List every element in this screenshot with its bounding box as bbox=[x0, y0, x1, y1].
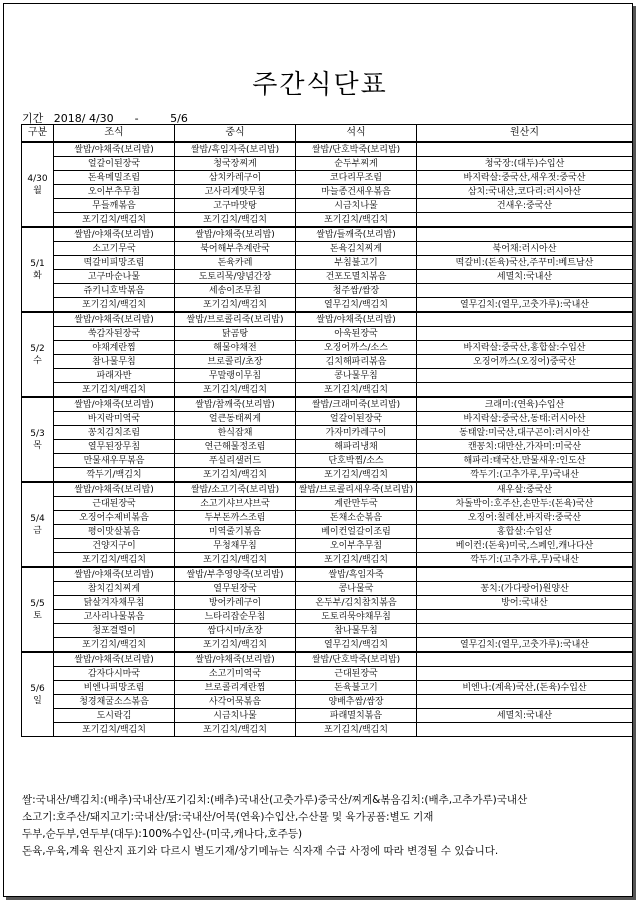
day-date: 5/1 bbox=[30, 258, 45, 269]
lunch-cell: 도토리묵/양념간장 bbox=[175, 270, 296, 284]
breakfast-cell: 얼갈이된장국 bbox=[54, 157, 175, 171]
origin-cell bbox=[417, 624, 633, 638]
lunch-cell: 쌀밥/야채죽(보리밥) bbox=[175, 652, 296, 667]
dinner-cell: 돈육불고기 bbox=[296, 681, 417, 695]
menu-row bbox=[22, 284, 633, 298]
menu-row bbox=[22, 397, 633, 412]
dinner-cell: 오이부추무침 bbox=[296, 539, 417, 553]
lunch-cell: 포기김치/백김치 bbox=[175, 468, 296, 483]
lunch-cell: 포기김치/백김치 bbox=[175, 213, 296, 228]
lunch-cell: 소고기미역국 bbox=[175, 667, 296, 681]
menu-row bbox=[22, 468, 633, 483]
dinner-cell: 온두부/김치참치볶음 bbox=[296, 596, 417, 610]
day-cell bbox=[22, 227, 54, 312]
day-date: 4/30 bbox=[27, 173, 48, 184]
dinner-cell: 얼갈이된장국 bbox=[296, 412, 417, 426]
menu-row bbox=[22, 213, 633, 228]
lunch-cell: 사각어묵볶음 bbox=[175, 695, 296, 709]
menu-row bbox=[22, 652, 633, 667]
dinner-cell: 쌀밥/들깨죽(보리밥) bbox=[296, 227, 417, 242]
breakfast-cell: 오징어수제비볶음 bbox=[54, 511, 175, 525]
footer-line: 돈육,우육,계육 원산지 표기와 다르시 별도기재/상기메뉴는 식자재 수급 사정에 따라 변경될 수 있습니다. bbox=[22, 845, 499, 857]
lunch-cell: 무말랭이무침 bbox=[175, 369, 296, 383]
origin-cell: 홍합살:수입산 bbox=[417, 525, 633, 539]
dinner-cell: 쌀밥/브로콜리새우죽(보리밥) bbox=[296, 482, 417, 497]
breakfast-cell: 포기김치/백김치 bbox=[54, 723, 175, 737]
lunch-cell: 해물야채전 bbox=[175, 341, 296, 355]
lunch-cell: 무청채무침 bbox=[175, 539, 296, 553]
dinner-cell: 계란만두국 bbox=[296, 497, 417, 511]
origin-cell bbox=[417, 284, 633, 298]
dinner-cell: 열무김치/백김치 bbox=[296, 298, 417, 313]
day-date: 5/3 bbox=[30, 428, 45, 439]
lunch-cell: 포기김치/백김치 bbox=[175, 723, 296, 737]
dinner-cell: 쌀밥/크래미죽(보리밥) bbox=[296, 397, 417, 412]
page-title: 주간식단표 bbox=[252, 70, 388, 100]
day-cell bbox=[22, 397, 54, 482]
day-weekday: 수 bbox=[33, 355, 42, 366]
column-header-origin: 원산지 bbox=[417, 125, 633, 143]
day-weekday: 목 bbox=[33, 440, 42, 451]
menu-row bbox=[22, 341, 633, 355]
origin-cell: 오징어:칠레산,바지락:중국산 bbox=[417, 511, 633, 525]
menu-row bbox=[22, 426, 633, 440]
dinner-cell: 포기김치/백김치 bbox=[296, 383, 417, 398]
dinner-cell: 쌀밥/흑임자죽 bbox=[296, 567, 417, 582]
day-cell bbox=[22, 312, 54, 397]
breakfast-cell: 쥬키니호박볶음 bbox=[54, 284, 175, 298]
day-cell bbox=[22, 652, 54, 737]
breakfast-cell: 포기김치/백김치 bbox=[54, 298, 175, 313]
breakfast-cell: 쌀밥/야채죽(보리밥) bbox=[54, 312, 175, 327]
breakfast-cell: 소고기무국 bbox=[54, 242, 175, 256]
menu-row bbox=[22, 185, 633, 199]
menu-row bbox=[22, 596, 633, 610]
menu-row bbox=[22, 723, 633, 737]
lunch-cell: 브로콜리/초장 bbox=[175, 355, 296, 369]
column-header-breakfast: 조식 bbox=[54, 125, 175, 143]
day-weekday: 화 bbox=[33, 270, 42, 281]
dinner-cell: 포기김치/백김치 bbox=[296, 468, 417, 483]
dinner-cell: 해파리냉채 bbox=[296, 440, 417, 454]
breakfast-cell: 건양지구이 bbox=[54, 539, 175, 553]
dinner-cell: 돈채소순볶음 bbox=[296, 511, 417, 525]
menu-row bbox=[22, 624, 633, 638]
breakfast-cell: 비엔나피망조림 bbox=[54, 681, 175, 695]
lunch-cell: 얼큰동태찌게 bbox=[175, 412, 296, 426]
breakfast-cell: 쌀밥/야채죽(보리밥) bbox=[54, 482, 175, 497]
dinner-cell: 포기김치/백김치 bbox=[296, 553, 417, 568]
day-weekday: 월 bbox=[33, 185, 42, 196]
menu-row bbox=[22, 412, 633, 426]
origin-cell: 바지락살:중국산,동태:러시아산 bbox=[417, 412, 633, 426]
menu-row bbox=[22, 270, 633, 284]
dinner-cell: 마늘종건새우볶음 bbox=[296, 185, 417, 199]
breakfast-cell: 쌀밥/야채죽(보리밥) bbox=[54, 397, 175, 412]
origin-cell bbox=[417, 652, 633, 667]
day-cell bbox=[22, 142, 54, 227]
menu-row bbox=[22, 440, 633, 454]
origin-cell: 북어채:러시아산 bbox=[417, 242, 633, 256]
menu-row bbox=[22, 383, 633, 398]
menu-row bbox=[22, 709, 633, 723]
lunch-cell: 돈육카레 bbox=[175, 256, 296, 270]
origin-cell: 열무김치:(열무,고춧가루):국내산 bbox=[417, 298, 633, 313]
origin-cell: 오징어까스(오징어)중국산 bbox=[417, 355, 633, 369]
dinner-cell: 오징어까스/소스 bbox=[296, 341, 417, 355]
dinner-cell: 건포도멸치볶음 bbox=[296, 270, 417, 284]
lunch-cell: 쌀밥/소고기죽(보리밥) bbox=[175, 482, 296, 497]
lunch-cell: 푸실리샐러드 bbox=[175, 454, 296, 468]
lunch-cell: 포기김치/백김치 bbox=[175, 638, 296, 653]
lunch-cell: 쌀밥/참깨죽(보리밥) bbox=[175, 397, 296, 412]
menu-row bbox=[22, 327, 633, 341]
day-weekday: 일 bbox=[33, 695, 42, 706]
lunch-cell: 포기김치/백김치 bbox=[175, 298, 296, 313]
breakfast-cell: 파래자반 bbox=[54, 369, 175, 383]
lunch-cell: 쌈다시마/초장 bbox=[175, 624, 296, 638]
day-date: 5/5 bbox=[30, 598, 45, 609]
dinner-cell: 시금치나물 bbox=[296, 199, 417, 213]
menu-row bbox=[22, 582, 633, 596]
lunch-cell: 삼치카레구이 bbox=[175, 171, 296, 185]
origin-cell: 차돌박이:호주산,손만두:(돈육)국산 bbox=[417, 497, 633, 511]
origin-cell bbox=[417, 567, 633, 582]
origin-cell: 꽁치:(가다랑어)원양산 bbox=[417, 582, 633, 596]
lunch-cell: 쌀밥/브로콜리죽(보리밥) bbox=[175, 312, 296, 327]
origin-cell bbox=[417, 610, 633, 624]
period-dash: - bbox=[134, 112, 139, 125]
day-date: 5/2 bbox=[30, 343, 45, 354]
lunch-cell: 포기김치/백김치 bbox=[175, 553, 296, 568]
dinner-cell: 열무김치/백김치 bbox=[296, 638, 417, 653]
breakfast-cell: 포기김치/백김치 bbox=[54, 383, 175, 398]
menu-row bbox=[22, 355, 633, 369]
dinner-cell: 콩나물무침 bbox=[296, 369, 417, 383]
breakfast-cell: 쌀밥/야채죽(보리밥) bbox=[54, 652, 175, 667]
breakfast-cell: 무들깨볶음 bbox=[54, 199, 175, 213]
origin-cell: 청국장:(대두)수입산 bbox=[417, 157, 633, 171]
breakfast-cell: 바지락미역국 bbox=[54, 412, 175, 426]
lunch-cell: 미역줄기볶음 bbox=[175, 525, 296, 539]
breakfast-cell: 꽁치김치조림 bbox=[54, 426, 175, 440]
origin-cell: 바지락살:중국산,홍합살:수입산 bbox=[417, 341, 633, 355]
origin-cell: 열무김치:(열무,고춧가루):국내산 bbox=[417, 638, 633, 653]
origin-cell: 깍두기:(고추가루,무)국내산 bbox=[417, 468, 633, 483]
breakfast-cell: 오이부추무침 bbox=[54, 185, 175, 199]
dinner-cell: 쌀밥/단호박죽(보리밥) bbox=[296, 142, 417, 157]
breakfast-cell: 쌀밥/야채죽(보리밥) bbox=[54, 142, 175, 157]
dinner-cell: 부침불고기 bbox=[296, 256, 417, 270]
lunch-cell: 쌀밥/흑임자죽(보리밥) bbox=[175, 142, 296, 157]
lunch-cell: 느타리잡순무침 bbox=[175, 610, 296, 624]
dinner-cell: 아욱된장국 bbox=[296, 327, 417, 341]
dinner-cell: 포기김치/백김치 bbox=[296, 723, 417, 737]
day-weekday: 토 bbox=[33, 610, 42, 621]
lunch-cell: 북어해부추계란국 bbox=[175, 242, 296, 256]
lunch-cell: 세송이조무침 bbox=[175, 284, 296, 298]
dinner-cell: 쌀밥/단호박죽(보리밥) bbox=[296, 652, 417, 667]
breakfast-cell: 쌀밥/야채죽(보리밥) bbox=[54, 567, 175, 582]
lunch-cell: 고사리게맛무침 bbox=[175, 185, 296, 199]
menu-row bbox=[22, 369, 633, 383]
menu-row bbox=[22, 482, 633, 497]
dinner-cell: 김치해파리볶음 bbox=[296, 355, 417, 369]
breakfast-cell: 만물새우무볶음 bbox=[54, 454, 175, 468]
menu-row bbox=[22, 567, 633, 582]
dinner-cell: 도토리묵야채무침 bbox=[296, 610, 417, 624]
dinner-cell: 참나물무침 bbox=[296, 624, 417, 638]
lunch-cell: 청국장찌게 bbox=[175, 157, 296, 171]
lunch-cell: 닭곰탕 bbox=[175, 327, 296, 341]
breakfast-cell: 근대된장국 bbox=[54, 497, 175, 511]
dinner-cell: 코다리무조림 bbox=[296, 171, 417, 185]
lunch-cell: 소고기샤브샤브국 bbox=[175, 497, 296, 511]
breakfast-cell: 쌀밥/야채죽(보리밥) bbox=[54, 227, 175, 242]
lunch-cell: 두부돈까스조림 bbox=[175, 511, 296, 525]
column-header-division: 구분 bbox=[22, 125, 54, 143]
menu-row bbox=[22, 539, 633, 553]
origin-cell: 건새우:중국산 bbox=[417, 199, 633, 213]
period-end: 5/6 bbox=[170, 112, 188, 125]
origin-cell bbox=[417, 312, 633, 327]
origin-cell bbox=[417, 213, 633, 228]
menu-row bbox=[22, 638, 633, 653]
lunch-cell: 시금치나물 bbox=[175, 709, 296, 723]
dinner-cell: 베이컨얼갈이조림 bbox=[296, 525, 417, 539]
footer-line: 소고기:호주산/돼지고기:국내산/닭:국내산/어묵(연육)수입산,수산물 및 육가공품:별도 기재 bbox=[22, 811, 434, 823]
dinner-cell: 가자미카레구이 bbox=[296, 426, 417, 440]
dinner-cell: 청주쌈/쌈장 bbox=[296, 284, 417, 298]
column-header-lunch: 중식 bbox=[175, 125, 296, 143]
breakfast-cell: 평이맛살볶음 bbox=[54, 525, 175, 539]
dinner-cell: 단호박찜/소스 bbox=[296, 454, 417, 468]
breakfast-cell: 야채계란찜 bbox=[54, 341, 175, 355]
dinner-cell: 포기김치/백김치 bbox=[296, 213, 417, 228]
lunch-cell: 포기김치/백김치 bbox=[175, 383, 296, 398]
breakfast-cell: 도시락김 bbox=[54, 709, 175, 723]
origin-cell: 해파리:태국산,만물새우:인도산 bbox=[417, 454, 633, 468]
weekly-menu-table bbox=[21, 124, 633, 737]
origin-cell: 베이컨:(돈육)미국,스페인,캐나다산 bbox=[417, 539, 633, 553]
origin-cell: 세멸치:국내산 bbox=[417, 709, 633, 723]
breakfast-cell: 포기김치/백김치 bbox=[54, 553, 175, 568]
footer-line: 쌀:국내산/백김치:(배추)국내산/포기김치:(배추)국내산(고춧가루)중국산/찌게&볶음김치:(배추,고추가루)국내산 bbox=[22, 794, 528, 806]
breakfast-cell: 감자다시마국 bbox=[54, 667, 175, 681]
breakfast-cell: 고구마순나물 bbox=[54, 270, 175, 284]
origin-cell: 동태알:미국산,대구곤이:러시아산 bbox=[417, 426, 633, 440]
origin-cell: 크래미:(연육)수입산 bbox=[417, 397, 633, 412]
dinner-cell: 파래멸치볶음 bbox=[296, 709, 417, 723]
menu-row bbox=[22, 610, 633, 624]
dinner-cell: 근대된장국 bbox=[296, 667, 417, 681]
menu-row bbox=[22, 695, 633, 709]
day-cell bbox=[22, 482, 54, 567]
day-weekday: 금 bbox=[33, 525, 42, 536]
breakfast-cell: 돈육메밀조림 bbox=[54, 171, 175, 185]
menu-row bbox=[22, 157, 633, 171]
menu-row bbox=[22, 667, 633, 681]
menu-row bbox=[22, 171, 633, 185]
menu-row bbox=[22, 511, 633, 525]
breakfast-cell: 닭살겨자채무침 bbox=[54, 596, 175, 610]
lunch-cell: 쌀밥/야채죽(보리밥) bbox=[175, 227, 296, 242]
origin-cell bbox=[417, 723, 633, 737]
day-date: 5/4 bbox=[30, 513, 45, 524]
origin-cell: 깍두기:(고추가루,무)국내산 bbox=[417, 553, 633, 568]
lunch-cell: 쌀밥/부추영양죽(보리밥) bbox=[175, 567, 296, 582]
origin-cell: 떡갈비:(돈육)국산,주꾸미:베트남산 bbox=[417, 256, 633, 270]
menu-row bbox=[22, 242, 633, 256]
breakfast-cell: 깍두기/백김치 bbox=[54, 468, 175, 483]
footer-line: 두부,순두부,연두부(대두):100%수입산-(미국,캐나다,호주등) bbox=[22, 828, 303, 840]
menu-row bbox=[22, 227, 633, 242]
period-start: 2018/ 4/30 bbox=[53, 112, 114, 125]
origin-cell bbox=[417, 667, 633, 681]
origin-cell: 바지락살:중국산,새우젓:중국산 bbox=[417, 171, 633, 185]
origin-cell bbox=[417, 369, 633, 383]
menu-row bbox=[22, 199, 633, 213]
breakfast-cell: 포기김치/백김치 bbox=[54, 213, 175, 228]
dinner-cell: 돈육김치찌게 bbox=[296, 242, 417, 256]
breakfast-cell: 열무된장무침 bbox=[54, 440, 175, 454]
origin-cell bbox=[417, 695, 633, 709]
day-cell bbox=[22, 567, 54, 652]
dinner-cell: 양배추쌈/쌈장 bbox=[296, 695, 417, 709]
lunch-cell: 한식잡채 bbox=[175, 426, 296, 440]
menu-row bbox=[22, 525, 633, 539]
menu-row bbox=[22, 497, 633, 511]
menu-row bbox=[22, 312, 633, 327]
lunch-cell: 연근해물정조림 bbox=[175, 440, 296, 454]
footer-notes bbox=[22, 792, 527, 860]
breakfast-cell: 참나물무침 bbox=[54, 355, 175, 369]
day-date: 5/6 bbox=[30, 683, 45, 694]
dinner-cell: 쌀밥/야채죽(보리밥) bbox=[296, 312, 417, 327]
lunch-cell: 고구마맛탕 bbox=[175, 199, 296, 213]
header-row bbox=[22, 125, 633, 143]
dinner-cell: 순두부찌게 bbox=[296, 157, 417, 171]
breakfast-cell: 떡갈비피망조림 bbox=[54, 256, 175, 270]
breakfast-cell: 청포결렬이 bbox=[54, 624, 175, 638]
breakfast-cell: 고사리나물볶음 bbox=[54, 610, 175, 624]
origin-cell: 비엔나:(계육)국산,(돈육)수입산 bbox=[417, 681, 633, 695]
menu-row bbox=[22, 256, 633, 270]
lunch-cell: 방어카레구이 bbox=[175, 596, 296, 610]
menu-row bbox=[22, 298, 633, 313]
column-header-dinner: 석식 bbox=[296, 125, 417, 143]
origin-cell bbox=[417, 327, 633, 341]
period-label: 기간 bbox=[22, 112, 44, 125]
origin-cell bbox=[417, 383, 633, 398]
breakfast-cell: 포기김치/백김치 bbox=[54, 638, 175, 653]
origin-cell: 방어:국내산 bbox=[417, 596, 633, 610]
breakfast-cell: 청경채굴소스볶음 bbox=[54, 695, 175, 709]
origin-cell bbox=[417, 142, 633, 157]
menu-row bbox=[22, 681, 633, 695]
menu-row bbox=[22, 553, 633, 568]
lunch-cell: 열무된장국 bbox=[175, 582, 296, 596]
lunch-cell: 브로콜리계란찜 bbox=[175, 681, 296, 695]
menu-row bbox=[22, 454, 633, 468]
origin-cell: 삼치:국내산,코다리:러시아산 bbox=[417, 185, 633, 199]
origin-cell bbox=[417, 227, 633, 242]
origin-cell: 세멸치:국내산 bbox=[417, 270, 633, 284]
breakfast-cell: 쑥감자된장국 bbox=[54, 327, 175, 341]
menu-row bbox=[22, 142, 633, 157]
origin-cell: 새우살:중국산 bbox=[417, 482, 633, 497]
breakfast-cell: 참치김치찌게 bbox=[54, 582, 175, 596]
origin-cell: 캔꽁치:대만산,가자미:미국산 bbox=[417, 440, 633, 454]
dinner-cell: 콩나물국 bbox=[296, 582, 417, 596]
